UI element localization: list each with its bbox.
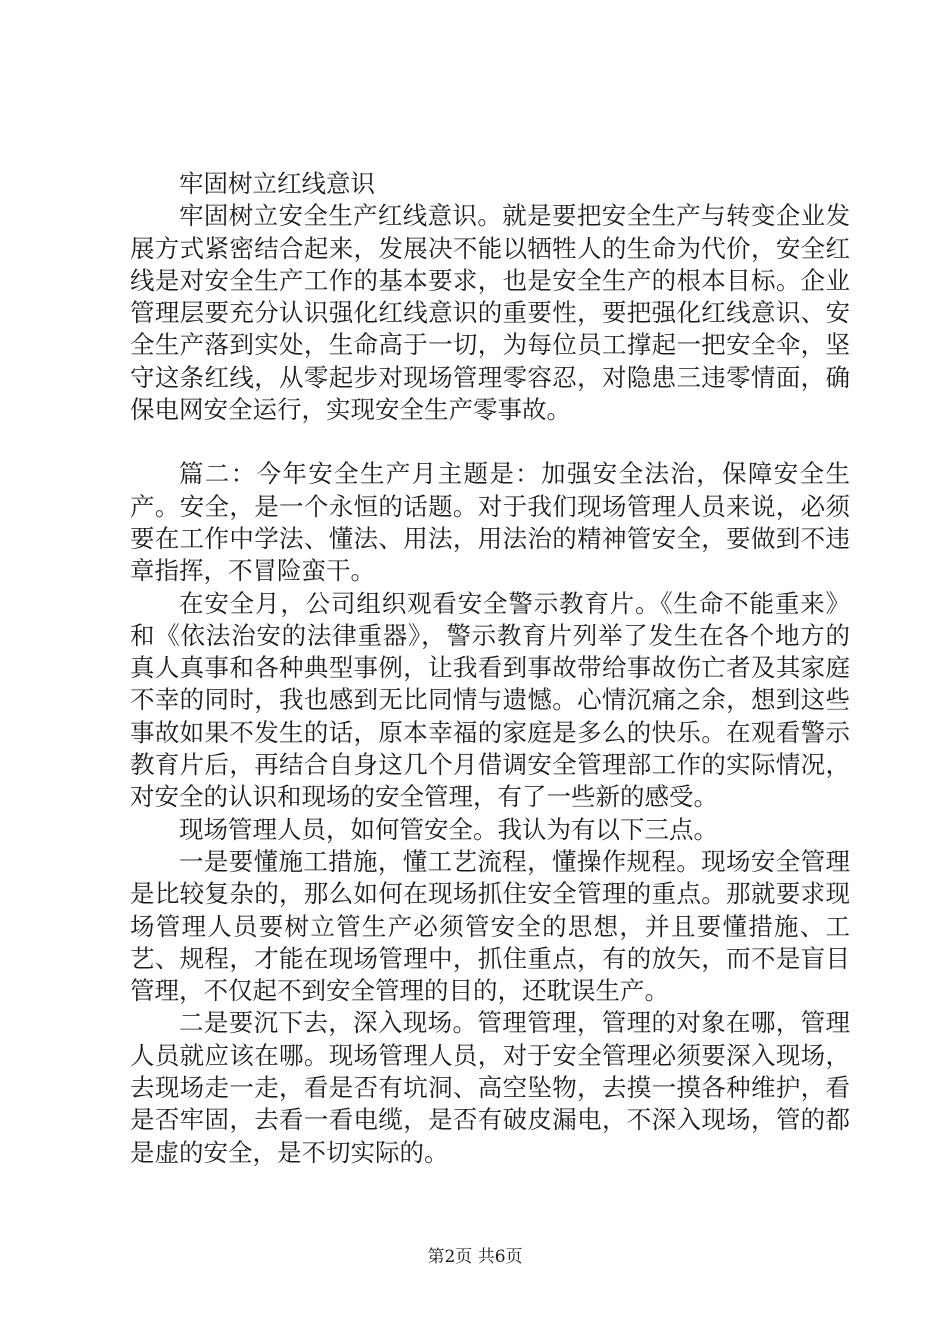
section-heading: 牢固树立红线意识 (179, 169, 375, 198)
page-footer: 第2页 共6页 (427, 1247, 523, 1267)
paragraph: 一是要懂施工措施，懂工艺流程，懂操作规程。现场安全管理是比较复杂的，那么如何在现场抓住安全管理的重点。那就要求现场管理人员要树立管生产必须管安全的思想，并且要懂措施、工艺、规程，才能在现场管理中，抓住重点，有的放矢，而不是盲目管理，不仅起不到安全管理的目的，还耽误生产。 (130, 846, 850, 1006)
paragraph: 篇二：今年安全生产月主题是：加强安全法治，保障安全生产。安全，是一个永恒的话题。对于我们现场管理人员来说，必须要在工作中学法、懂法、用法，用法治的精神管安全，要做到不违章指挥，不冒险蛮干。 (130, 459, 850, 586)
paragraph-gap (130, 426, 850, 458)
paragraph: 现场管理人员，如何管安全。我认为有以下三点。 (179, 814, 718, 844)
paragraph: 二是要沉下去，深入现场。管理管理，管理的对象在哪，管理人员就应该在哪。现场管理人员，对于安全管理必须要深入现场，去现场走一走，看是否有坑洞、高空坠物，去摸一摸各种维护，看是否牢固，去看一看电缆，是否有破皮漏电，不深入现场，管的都是虚的安全，是不切实际的。 (130, 1008, 850, 1167)
paragraph: 在安全月，公司组织观看安全警示教育片。《生命不能重来》和《依法治安的法律重器》，警示教育片列举了发生在各个地方的真人真事和各种典型事例，让我看到事故带给事故伤亡者及其家庭不幸的同时，我也感到无比同情与遗憾。心情沉痛之余，想到这些事故如果不发生的话，原本幸福的家庭是多么的快乐。在观看警示教育片后，再结合自身这几个月借调安全管理部工作的实际情况，对安全的认识和现场的安全管理，有了一些新的感受。 (130, 588, 850, 812)
document-body (130, 168, 850, 1169)
paragraph: 牢固树立安全生产红线意识。就是要把安全生产与转变企业发展方式紧密结合起来，发展决不能以牺牲人的生命为代价，安全红线是对安全生产工作的基本要求，也是安全生产的根本目标。企业管理层要充分认识强化红线意识的重要性，要把强化红线意识、安全生产落到实处，生命高于一切，为每位员工撑起一把安全伞，坚守这条红线，从零起步对现场管理零容忍，对隐患三违零情面，确保电网安全运行，实现安全生产零事故。 (130, 201, 850, 425)
